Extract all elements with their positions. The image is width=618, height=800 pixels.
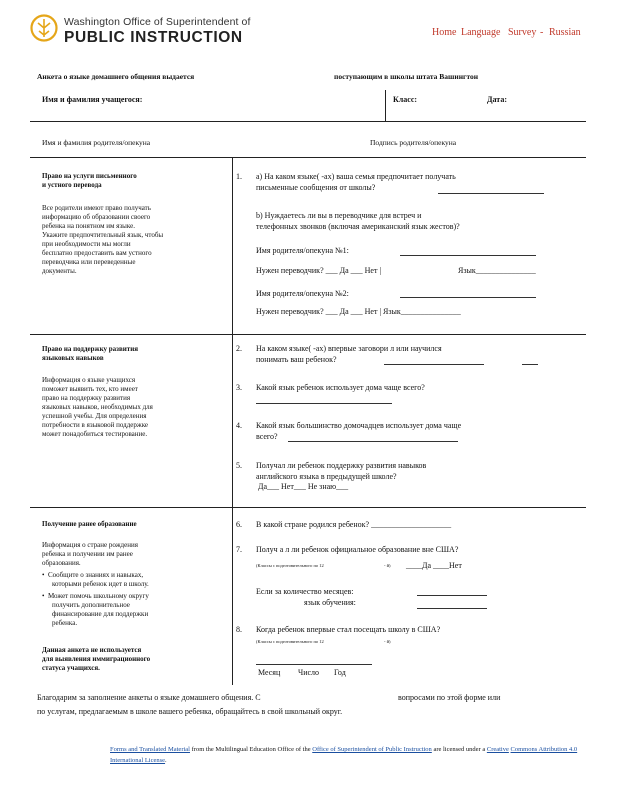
column-divider (232, 157, 233, 685)
section-2-title-l1: Право на поддержку развития (42, 345, 139, 353)
section-2-title-l2: языковых навыков (42, 354, 104, 362)
class-label: Класс: (393, 95, 418, 104)
q6-text[interactable]: В какой стране родился ребенок? ____________________ (256, 520, 452, 529)
footer-license: Forms and Translated Material from the Multilingual Education Office of the Office of Superintendent of Public Instruction are licensed under a Creative Commons Attribution 4.0 International License. (110, 746, 578, 764)
agency-name-top: Washington Office of Superintendent of (64, 16, 251, 28)
thanks-line-2: по услугам, предлагаемым в школе вашего ребенка, обращайтесь в свой школьный округ. (37, 707, 343, 716)
q2-text: На каком языке( -ах) впервые заговори л или научился понимать ваш ребенок? (256, 344, 442, 364)
need-interpreter-2[interactable]: Нужен переводчик? ___ Да ___ Нет | Язык_______________ (256, 307, 461, 316)
date-label: Дата: (487, 95, 507, 104)
section-2-body: Информация о языке учащихся поможет выявить тех, кто имеет право на поддержку развития языковых навыков, необходимых для успешной учебы. Для определения потребности в языковой поддержке может понадобиться тестирование. (42, 376, 153, 438)
section-3-note: Данная анкета не используется для выявления иммиграционного статуса учащихся. (42, 646, 151, 672)
nav-language[interactable]: Language (461, 27, 501, 38)
q4-number: 4. (236, 421, 242, 430)
q5-options[interactable]: Да___ Нет___ Не знаю___ (258, 482, 349, 491)
q7-yes-no[interactable]: ____Да ____Нет (406, 561, 462, 570)
section-3-bullet-1: • Сообщите о знаниях и навыках, которыми ребенок идет в школу. (42, 571, 149, 588)
q5-number: 5. (236, 461, 242, 470)
q1-number: 1. (236, 172, 242, 181)
parent2-answer-line[interactable] (400, 297, 536, 298)
section-3-title: Получение ранее образование (42, 520, 137, 528)
q1a-text: a) На каком языке( -ах) ваша семья предпочитает получать письменные сообщения от школы? (256, 172, 456, 192)
q3-number: 3. (236, 383, 242, 392)
q8-text: Когда ребенок впервые стал посещать школу в США? (256, 625, 441, 634)
section-3-body: Информация о стране рождения ребенка и получении им ранее образования. (42, 541, 138, 567)
nav-russian[interactable]: Russian (549, 27, 581, 38)
need-interpreter-1[interactable]: Нужен переводчик? ___ Да ___ Нет | (256, 266, 382, 275)
q8-year: Год (334, 668, 346, 677)
q2-number: 2. (236, 344, 242, 353)
language-1[interactable]: Язык_______________ (458, 266, 536, 275)
parent1-label: Имя родителя/опекуна №1: (256, 246, 349, 255)
q7-hint: (Классы с подготовительного по 12 (256, 563, 324, 568)
q6-number: 6. (236, 520, 242, 529)
section-1-title-l2: и устного перевода (42, 181, 102, 189)
section-2-border (30, 507, 586, 508)
q7-months-line[interactable] (417, 595, 487, 596)
q8-day: Число (298, 668, 320, 677)
section-1-body: Все родители имеют право получать информацию об образовании своего ребенка на понятном им языке. Укажите предпочтительный язык, чтобы при необходимости мы могли бесплатно предоставить вам устного переводчика или переведенные документы. (42, 204, 164, 275)
parent-sign-label: Подпись родителя/опекуна (370, 138, 457, 147)
q7-if-yes: Если за количество месяцев: (256, 587, 354, 596)
parent1-answer-line[interactable] (400, 255, 536, 256)
nav-survey[interactable]: Survey (508, 27, 537, 38)
agency-name-main: PUBLIC INSTRUCTION (64, 29, 243, 46)
q4-answer-line[interactable] (288, 441, 458, 442)
section-1-border (30, 334, 586, 335)
q7-language: язык обучения: (304, 598, 356, 607)
ospi-link[interactable]: Office of Superintendent of Public Instruction (312, 746, 432, 753)
q1b-text: b) Нуждаетесь ли вы в переводчике для встреч и телефонных звонков (включая американский язык жестов)? (256, 211, 460, 231)
q8-hint-2: - й) (384, 639, 391, 644)
q8-date-line[interactable] (256, 664, 372, 665)
title-left: Анкета о языке домашнего общения выдается (37, 72, 195, 81)
class-divider (385, 90, 386, 122)
parent-name-label: Имя и фамилия родителя/опекуна (42, 138, 151, 147)
nav-home[interactable]: Home (432, 27, 457, 38)
q2-answer-line[interactable] (384, 364, 484, 365)
q7-hint-2: - й) (384, 563, 391, 568)
q3-text: Какой язык ребенок использует дома чаще всего? (256, 383, 425, 392)
q7-text: Получ а л ли ребенок официальное образование вне США? (256, 545, 459, 554)
student-name-label: Имя и фамилия учащегося: (42, 95, 143, 104)
thanks-line-1: Благодарим за заполнение анкеты о языке домашнего общения. С (37, 693, 261, 702)
license-link[interactable]: Commons Attribution 4.0 International License (110, 746, 578, 764)
q5-text: Получал ли ребенок поддержку развития навыков английского языка в предыдущей школе? Да___ Нет___ Не знаю___ (256, 461, 427, 491)
q2-answer-line-2[interactable] (522, 364, 538, 365)
q4-text: Какой язык большинство домочадцев использует дома чаще всего? (256, 421, 462, 441)
q1a-answer-line[interactable] (438, 193, 544, 194)
student-row-border (30, 121, 586, 122)
q7-language-line[interactable] (417, 608, 487, 609)
section-1-title-l1: Право на услуги письменного (42, 172, 137, 180)
forms-link[interactable]: Forms and Translated Material (110, 746, 190, 753)
creative-link[interactable]: Creative (486, 746, 509, 753)
q8-number: 8. (236, 625, 242, 634)
section-top-border (30, 157, 586, 158)
q8-hint: (Классы с подготовительного по 12 (256, 639, 324, 644)
section-3-bullet-2: • Может помочь школьному округу получить дополнительное финансирование для поддержки ребенка. (42, 592, 149, 627)
nav-separator: - (540, 27, 544, 38)
q7-number: 7. (236, 545, 242, 554)
thanks-line-1b: вопросами по этой форме или (398, 693, 501, 702)
title-right: поступающим в школы штата Вашингтон (334, 72, 479, 81)
ospi-logo-icon (30, 14, 58, 42)
parent2-label: Имя родителя/опекуна №2: (256, 289, 349, 298)
q3-answer-line[interactable] (256, 403, 392, 404)
q8-month: Месяц (258, 668, 281, 677)
